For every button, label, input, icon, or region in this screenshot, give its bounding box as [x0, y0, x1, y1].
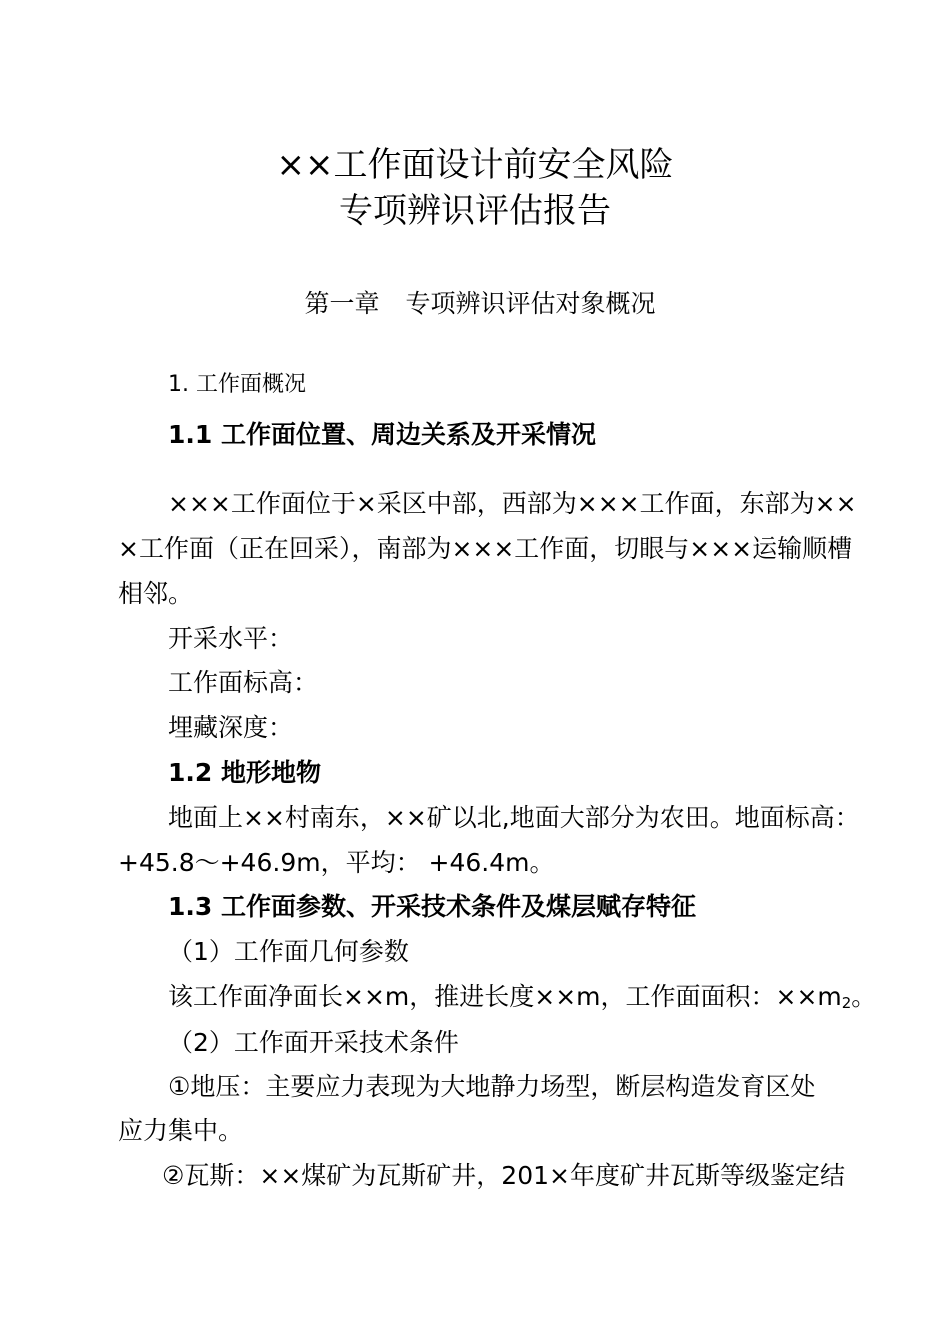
chapter-heading [0, 286, 950, 322]
report-title-line-2: 专项辨识评估报告 [339, 191, 611, 231]
item-1-title: （1）工作面几何参数 [168, 937, 409, 966]
burial-depth-label: 埋藏深度： [168, 713, 294, 742]
section-1-1-heading: 1.1 工作面位置、周边关系及开采情况 [168, 420, 596, 449]
paragraph-line: ×××工作面位于×采区中部，西部为×××工作面，东部为×× [168, 489, 857, 518]
unit-subscript: 2 [841, 994, 852, 1012]
paragraph-line: 地面上××村南东，××矿以北,地面大部分为农田。地面标高： [168, 803, 860, 832]
mining-level-label: 开采水平： [168, 624, 294, 653]
geometry-params-line [168, 979, 876, 1021]
paragraph-line: ①地压：主要应力表现为大地静力场型，断层构造发育区处 [168, 1072, 816, 1101]
paragraph-line: +45.8～+46.9m，平均： +46.4m。 [118, 848, 555, 877]
item-2-title: （2）工作面开采技术条件 [168, 1028, 459, 1057]
paragraph-line: ×工作面（正在回采），南部为×××工作面，切眼与×××运输顺槽 [118, 534, 853, 563]
paragraph-line: 相邻。 [118, 579, 194, 608]
paragraph-line: ②瓦斯：××煤矿为瓦斯矿井，201×年度矿井瓦斯等级鉴定结 [162, 1161, 845, 1190]
section-1-heading: 1. 工作面概况 [168, 372, 306, 397]
geometry-params-text: 该工作面净面长××m，推进长度××m，工作面面积：××m [168, 982, 842, 1011]
paragraph-line: 应力集中。 [118, 1116, 244, 1145]
section-1-3-heading: 1.3 工作面参数、开采技术条件及煤层赋存特征 [168, 892, 696, 921]
face-elevation-label: 工作面标高： [168, 668, 319, 697]
section-1-2-heading: 1.2 地形地物 [168, 758, 321, 787]
chapter-number: 第一章 [304, 289, 380, 318]
report-title-line-1: ××工作面设计前安全风险 [276, 145, 674, 185]
chapter-name: 专项辨识评估对象概况 [405, 289, 656, 318]
period: 。 [851, 982, 877, 1011]
